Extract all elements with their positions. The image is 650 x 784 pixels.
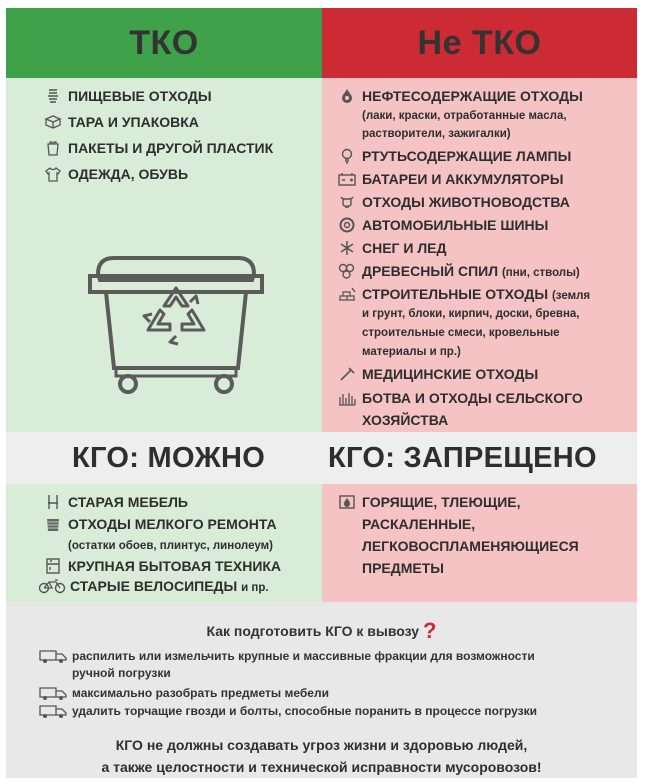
tko-item-plastic [42,140,273,157]
not-tko-item-label: АВТОМОБИЛЬНЫЕ ШИНЫ [362,217,549,233]
not-tko-item-label [362,286,590,305]
construction-note-line3: материалы и пр.) [362,346,461,358]
prep-title-text: Как подготовить КГО к вывозу [206,623,419,639]
not-tko-item-label: ОТХОДЫ ЖИВОТНОВОДСТВА [362,194,570,210]
footer-line2: а также целостности и технической исправности мусоровозов! [101,759,542,775]
logs-icon [336,263,358,280]
poster [6,8,637,778]
box-icon [42,114,64,131]
kgo-item-label: СТАРАЯ МЕБЕЛЬ [68,494,188,510]
prep-item-text: удалить торчащие гвозди и болты, способные поранить в процессе погрузки [72,704,538,718]
kgo-allowed-bikes [38,578,269,597]
prep-item-1 [38,648,535,665]
grass-icon [336,390,358,407]
wood-label: ДРЕВЕСНЫЙ СПИЛ [362,263,499,279]
tko-item-food [42,88,212,105]
battery-icon [336,171,358,188]
not-tko-item-batteries [336,171,563,188]
tko-item-label: ТАРА И УПАКОВКА [68,114,199,130]
prep-item-2 [38,685,329,702]
kgo-item-label: КРУПНАЯ БЫТОВАЯ ТЕХНИКА [68,558,282,574]
not-tko-item-label: МЕДИЦИНСКИЕ ОТХОДЫ [362,366,539,382]
not-tko-item-label: НЕФТЕСОДЕРЖАЩИЕ ОТХОДЫ [362,88,583,104]
prep-item-3 [38,703,537,720]
chair-icon [42,494,64,511]
not-tko-item-lamps [336,148,571,165]
cow-icon [336,194,358,211]
tko-item-label: ПИЩЕВЫЕ ОТХОДЫ [68,88,212,104]
footer-line1: КГО не должны создавать угроз жизни и здоровью людей, [115,737,528,753]
kgo-item-label: ОТХОДЫ МЕЛКОГО РЕМОНТА [68,516,277,532]
prep-title [6,618,637,644]
kgo-allowed-furniture [42,494,188,511]
garbage-truck-icon [38,703,68,720]
kgo-allowed-repair [42,516,277,533]
not-tko-item-label: РТУТЬСОДЕРЖАЩИЕ ЛАМПЫ [362,148,572,164]
agri-line2: ХОЗЯЙСТВА [362,412,449,428]
not-tko-item-label: БОТВА И ОТХОДЫ СЕЛЬСКОГО [362,390,583,406]
kgo-forbidden-line4: ПРЕДМЕТЫ [362,560,444,576]
garbage-truck-icon [38,685,68,702]
snowflake-icon [336,240,358,257]
not-tko-item-snow [336,240,446,257]
not-tko-item-label: СНЕГ И ЛЕД [362,240,447,256]
oil-note-line2: растворители, зажигалки) [362,128,511,140]
construction-label: СТРОИТЕЛЬНЫЕ ОТХОДЫ [362,286,549,302]
repair-note: (остатки обоев, плинтус, линолеум) [68,540,273,552]
bikes-label: СТАРЫЕ ВЕЛОСИПЕДЫ [70,578,238,594]
tko-item-label: ОДЕЖДА, ОБУВЬ [68,166,189,182]
appliance-icon [42,558,64,575]
waste-container-icon [86,236,266,396]
kgo-forbidden-title: КГО: ЗАПРЕЩЕНО [328,442,597,474]
kgo-allowed-title: КГО: МОЖНО [72,442,266,474]
kgo-forbidden-item [336,494,521,511]
tire-icon [336,217,358,234]
tko-item-label: ПАКЕТЫ И ДРУГОЙ ПЛАСТИК [68,140,274,156]
oil-drop-icon [336,88,358,105]
prep-item-text: распилить или измельчить крупные и массивные фракции для возможности [72,649,535,663]
not-tko-header: Не ТКО [322,8,637,78]
construction-note-line0: (земля [551,290,591,302]
question-mark-icon: ? [423,618,437,643]
bag-icon [42,140,64,157]
food-icon [42,88,64,105]
kgo-forbidden-line1: ГОРЯЩИЕ, ТЛЕЮЩИЕ, [362,494,521,510]
not-tko-item-wood [336,263,580,282]
lightbulb-icon [336,148,358,165]
bricks-icon [336,286,358,303]
not-tko-item-label: БАТАРЕИ И АККУМУЛЯТОРЫ [362,171,564,187]
tko-item-clothes [42,166,188,183]
prep-item-text: максимально разобрать предметы мебели [72,686,329,700]
kgo-allowed-appliances [42,558,281,575]
not-tko-item-tires [336,217,548,234]
fire-hazard-icon [336,494,358,511]
clothes-icon [42,166,64,183]
oil-note-line1: (лаки, краски, отработанные масла, [362,110,567,122]
prep-item-1-cont: ручной погрузки [72,666,171,680]
kgo-item-label [70,578,269,597]
wood-note: (пни, стволы) [501,267,580,279]
construction-note-line2: строительные смеси, кровельные [362,327,560,339]
not-tko-item-medical [336,366,538,383]
not-tko-item-livestock [336,194,570,211]
not-tko-item-construction [336,286,590,305]
not-tko-item-agri [336,390,583,407]
not-tko-item-oil [336,88,583,105]
kgo-forbidden-line3: ЛЕГКОВОСПЛАМЕНЯЮЩИЕСЯ [362,538,579,554]
syringe-icon [336,366,358,383]
bikes-suffix: и пр. [241,582,269,594]
tko-item-package [42,114,199,131]
paint-bucket-icon [42,516,64,533]
not-tko-item-label [362,263,580,282]
tko-header: ТКО [6,8,322,78]
garbage-truck-icon [38,648,68,665]
bicycle-icon [38,578,66,595]
kgo-forbidden-line2: РАСКАЛЕННЫЕ, [362,516,476,532]
construction-note-line1: и грунт, блоки, кирпич, доски, бревна, [362,308,580,320]
